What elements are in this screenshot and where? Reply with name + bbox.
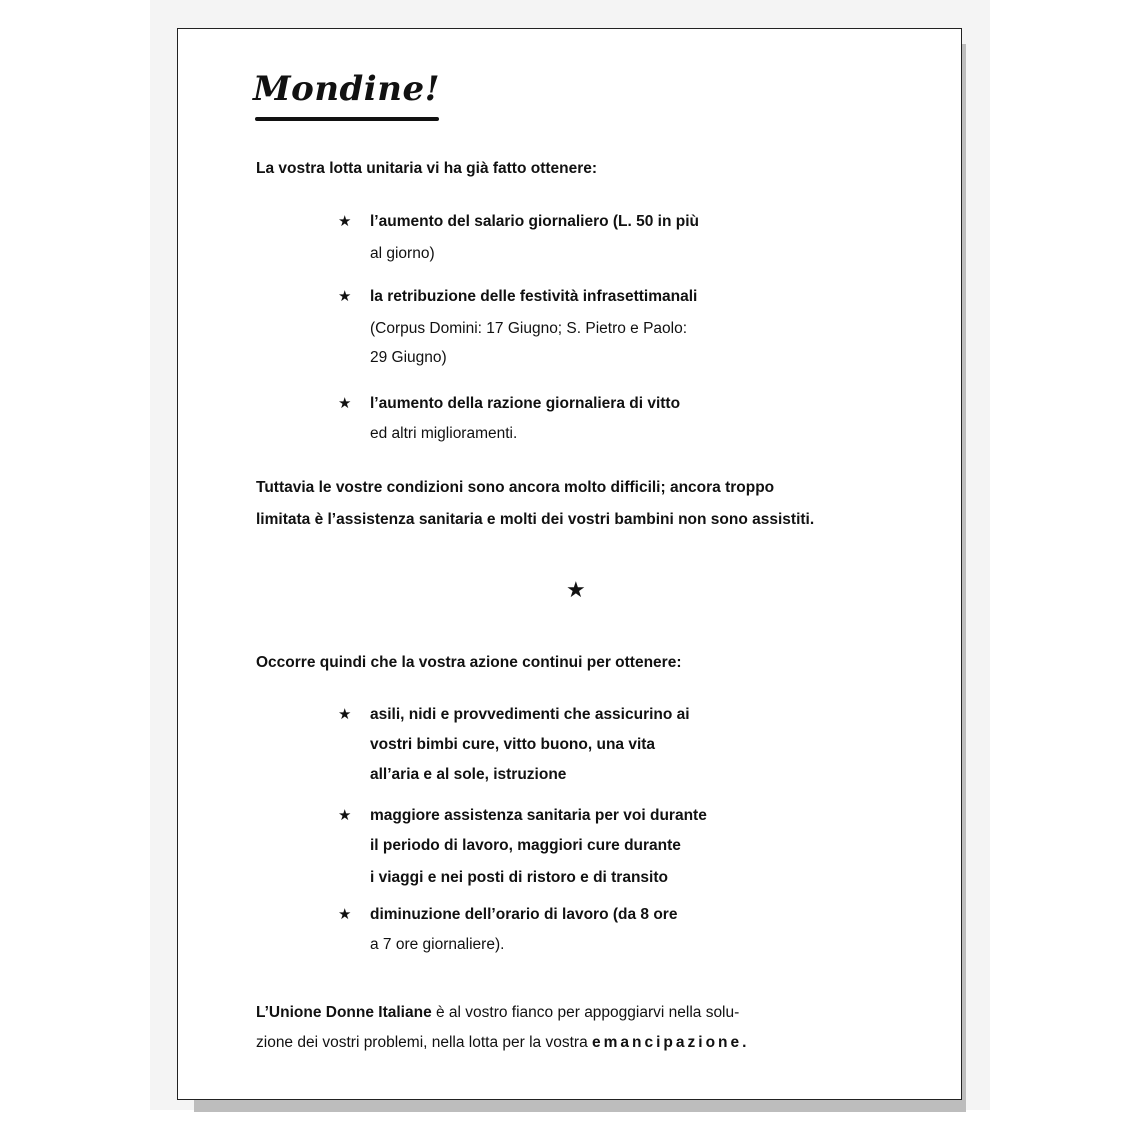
separator-star-icon: ★ — [566, 577, 586, 602]
bullet-star-icon: ★ — [338, 213, 352, 230]
difficulties-line2: limitata è l’assistenza sanitaria e molti dei vostri bambini non sono assistiti. — [256, 511, 815, 528]
demand-1-line2: vostri bimbi cure, vitto buono, una vita — [370, 736, 656, 753]
closing-organization: L’Unione Donne Italiane — [256, 1004, 432, 1021]
demand-2-line3: i viaggi e nei posti di ristoro e di transito — [370, 869, 668, 886]
achievement-2-line1: la retribuzione delle festività infrasettimanali — [370, 288, 698, 305]
achievement-2-line3: 29 Giugno) — [370, 349, 447, 366]
bullet-star-icon: ★ — [338, 395, 352, 412]
demand-3-line2: a 7 ore giornaliere). — [370, 936, 505, 953]
bullet-star-icon: ★ — [338, 288, 352, 305]
leaflet-title: Mondine! — [253, 69, 440, 109]
closing-line2 — [256, 1027, 749, 1059]
closing-line1 — [256, 997, 739, 1029]
demand-1-line1: asili, nidi e provvedimenti che assicurino ai — [370, 706, 690, 723]
demand-2-line2: il periodo di lavoro, maggiori cure durante — [370, 837, 681, 854]
intro-text: La vostra lotta unitaria vi ha già fatto ottenere: — [256, 160, 598, 177]
demand-3-line1: diminuzione dell’orario di lavoro (da 8 ore — [370, 906, 678, 923]
achievement-2-line2: (Corpus Domini: 17 Giugno; S. Pietro e Paolo: — [370, 320, 688, 337]
closing-line2-text: zione dei vostri problemi, nella lotta per la vostra — [256, 1034, 588, 1051]
leaflet-sheet — [177, 28, 962, 1100]
demand-2-line1: maggiore assistenza sanitaria per voi durante — [370, 807, 707, 824]
achievement-3-line2: ed altri miglioramenti. — [370, 425, 518, 442]
title-underline — [255, 117, 439, 121]
bullet-star-icon: ★ — [338, 807, 352, 824]
bullet-star-icon: ★ — [338, 706, 352, 723]
achievement-3-line1: l’aumento della razione giornaliera di vitto — [370, 395, 681, 412]
achievement-1-line1: l’aumento del salario giornaliero (L. 50 in più — [370, 213, 700, 230]
demand-intro: Occorre quindi che la vostra azione continui per ottenere: — [256, 654, 682, 671]
closing-line1-text: è al vostro fianco per appoggiarvi nella solu- — [436, 1004, 740, 1021]
achievement-1-line2: al giorno) — [370, 245, 435, 262]
difficulties-line1: Tuttavia le vostre condizioni sono ancora molto difficili; ancora troppo — [256, 479, 775, 496]
closing-emphasis: emancipazione. — [592, 1034, 750, 1051]
demand-1-line3: all’aria e al sole, istruzione — [370, 766, 567, 783]
bullet-star-icon: ★ — [338, 906, 352, 923]
